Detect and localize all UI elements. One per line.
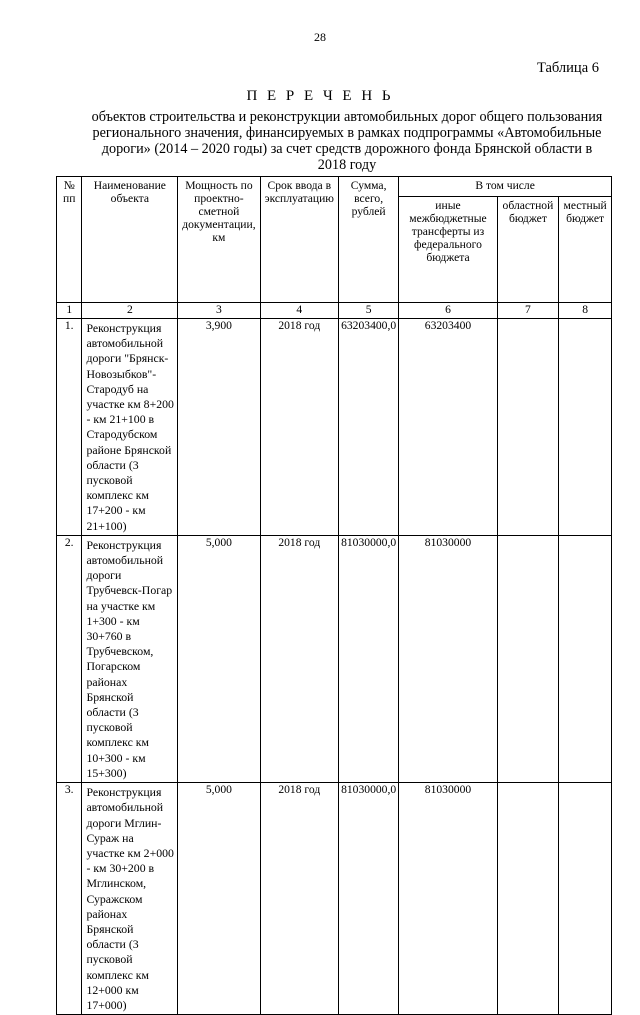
capacity-cell: 5,000	[178, 535, 260, 782]
row-number: 1.	[57, 319, 82, 536]
page-number: 28	[314, 30, 326, 44]
column-number: 6	[399, 303, 497, 319]
local-cell	[559, 783, 612, 1015]
local-cell	[559, 535, 612, 782]
regional-cell	[497, 535, 559, 782]
object-name: Реконструкция автомобильной дороги Трубчевск-Погар на участке км 1+300 - км 30+760 в Трубчевском, Погарском районах Брянской области (3 пусковой комплекс км 10+300 - км 15+300)	[82, 535, 178, 782]
header-capacity: Мощность по проектно-сметной документации, км	[178, 177, 260, 303]
regional-cell	[497, 783, 559, 1015]
column-numbers-row	[57, 303, 612, 319]
column-number: 2	[82, 303, 178, 319]
header-row-1	[57, 177, 612, 197]
total-cell: 81030000,0	[338, 783, 398, 1015]
document-subtitle: объектов строительства и реконструкции автомобильных дорог общего пользования регионального значения, финансируемых в рамках подпрограммы «Автомобильные дороги» (2014 – 2020 годы) за счет средств дорожного фонда Брянской области в 2018 году	[91, 109, 603, 173]
total-cell: 63203400,0	[338, 319, 398, 536]
local-cell	[559, 319, 612, 536]
federal-cell: 81030000	[399, 535, 497, 782]
column-number: 8	[559, 303, 612, 319]
term-cell: 2018 год	[260, 783, 338, 1015]
object-name: Реконструкция автомобильной дороги "Брянск-Новозыбков"-Стародуб на участке км 8+200 - км 21+100 в Стародубском районе Брянской области (3 пусковой комплекс км 17+200 - км 21+100)	[82, 319, 178, 536]
header-regional: областной бюджет	[497, 197, 559, 303]
header-total: Сумма, всего, рублей	[338, 177, 398, 303]
header-group: В том числе	[399, 177, 612, 197]
capacity-cell: 3,900	[178, 319, 260, 536]
capacity-cell: 5,000	[178, 783, 260, 1015]
table-row	[57, 535, 612, 782]
header-number: № пп	[57, 177, 82, 303]
table-row	[57, 783, 612, 1015]
document-heading: П Е Р Е Ч Е Н Ь	[246, 88, 394, 104]
term-cell: 2018 год	[260, 535, 338, 782]
object-name: Реконструкция автомобильной дороги Мглин-Сураж на участке км 2+000 - км 30+200 в Мглинском, Суражском районах Брянской области (3 пусковой комплекс км 12+000 км 17+000)	[82, 783, 178, 1015]
row-number: 3.	[57, 783, 82, 1015]
column-number: 7	[497, 303, 559, 319]
table-label: Таблица 6	[536, 60, 599, 76]
objects-table	[56, 176, 612, 1015]
federal-cell: 81030000	[399, 783, 497, 1015]
term-cell: 2018 год	[260, 319, 338, 536]
column-number: 5	[338, 303, 398, 319]
column-number: 1	[57, 303, 82, 319]
table-row	[57, 319, 612, 536]
column-number: 3	[178, 303, 260, 319]
column-number: 4	[260, 303, 338, 319]
header-federal: иные межбюджетные трансферты из федерального бюджета	[399, 197, 497, 303]
header-term: Срок ввода в эксплуатацию	[260, 177, 338, 303]
federal-cell: 63203400	[399, 319, 497, 536]
header-name: Наименование объекта	[82, 177, 178, 303]
header-local: местный бюджет	[559, 197, 612, 303]
regional-cell	[497, 319, 559, 536]
total-cell: 81030000,0	[338, 535, 398, 782]
row-number: 2.	[57, 535, 82, 782]
